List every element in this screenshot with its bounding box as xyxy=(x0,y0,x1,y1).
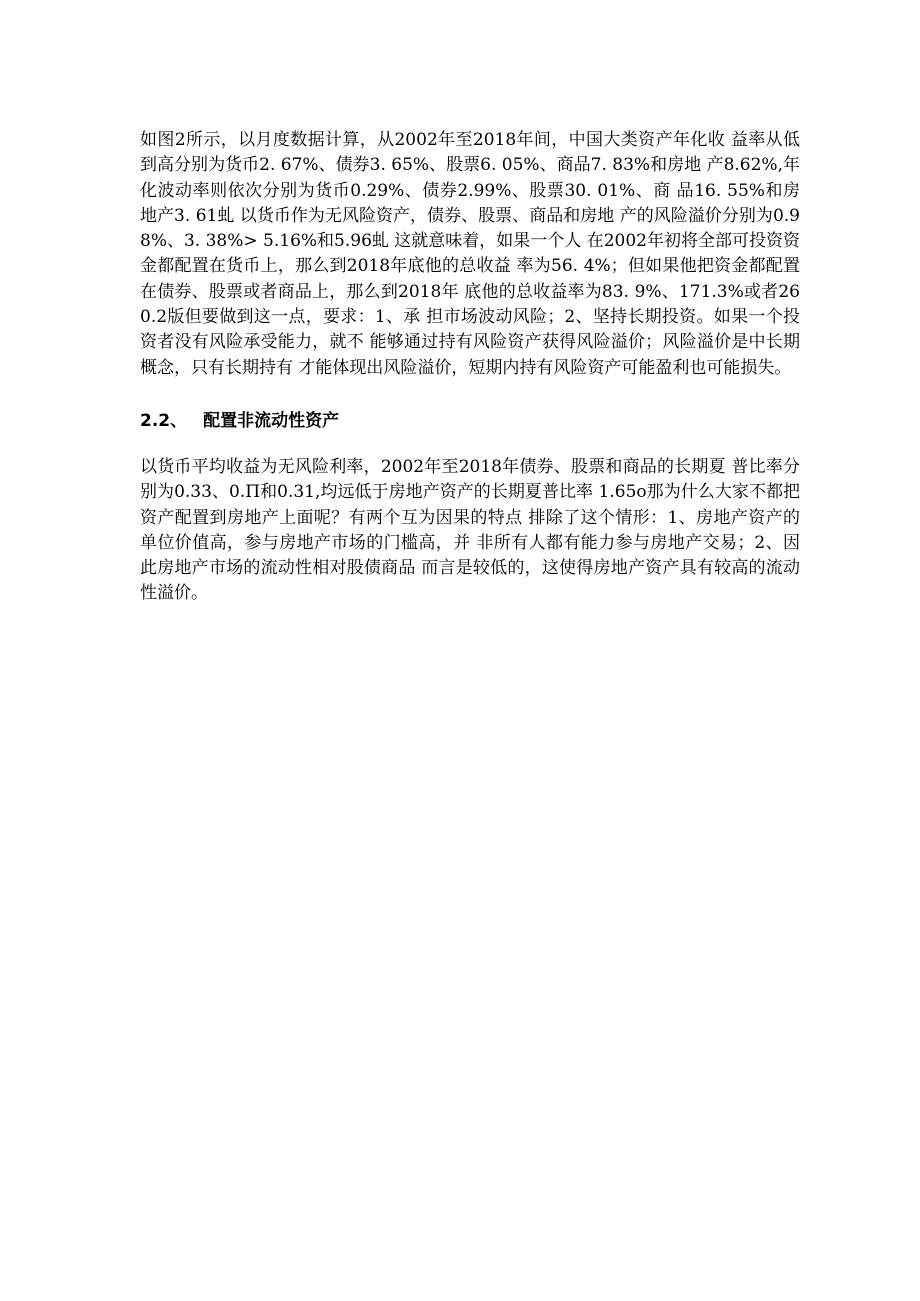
section-heading xyxy=(140,409,800,433)
document-body xyxy=(140,128,800,607)
section-title: 配置非流动性资产 xyxy=(203,410,340,431)
paragraph-illiquid-assets: 以货币平均收益为无风险利率，2002年至2018年债券、股票和商品的长期夏 普比率分别为0.33、0.Π和0.31,均远低于房地产资产的长期夏普比率 1.65o那为什么大家不都把资产配置到房地产上面呢？有两个互为因果的特点 排除了这个情形：1、房地产资产的单位价值高，参与房地产市场的门槛高，并 非所有人都有能力参与房地产交易；2、因此房地产市场的流动性相对股债商品 而言是较低的，这使得房地产资产具有较高的流动性溢价。 xyxy=(140,456,800,604)
paragraph-risk-premium: 如图2所示，以月度数据计算，从2002年至2018年间，中国大类资产年化收 益率从低到高分别为货币2. 67%、债券3. 65%、股票6. 05%、商品7. 83%和房地 产8.62%,年化波动率则依次分别为货币0.29%、债券2.99%、股票30. 01%、商 品16. 55%和房地产3. 61虬 以货币作为无风险资产，债券、股票、商品和房地 产的风险溢价分别为0.98%、3. 38%> 5.16%和5.96虬 这就意味着，如果一个人 在2002年初将全部可投资资金都配置在货币上，那么到2018年底他的总收益 率为56. 4%；但如果他把资金都配置在债券、股票或者商品上，那么到2018年 底他的总收益率为83. 9%、171.3%或者260.2版但要做到这一点，要求：1、承 担市场波动风险；2、坚持长期投资。如果一个投资者没有风险承受能力，就不 能够通过持有风险资产获得风险溢价；风险溢价是中长期概念，只有长期持有 才能体现出风险溢价，短期内持有风险资产可能盈利也可能损失。 xyxy=(140,130,800,378)
section-number: 2.2、 xyxy=(140,410,188,431)
